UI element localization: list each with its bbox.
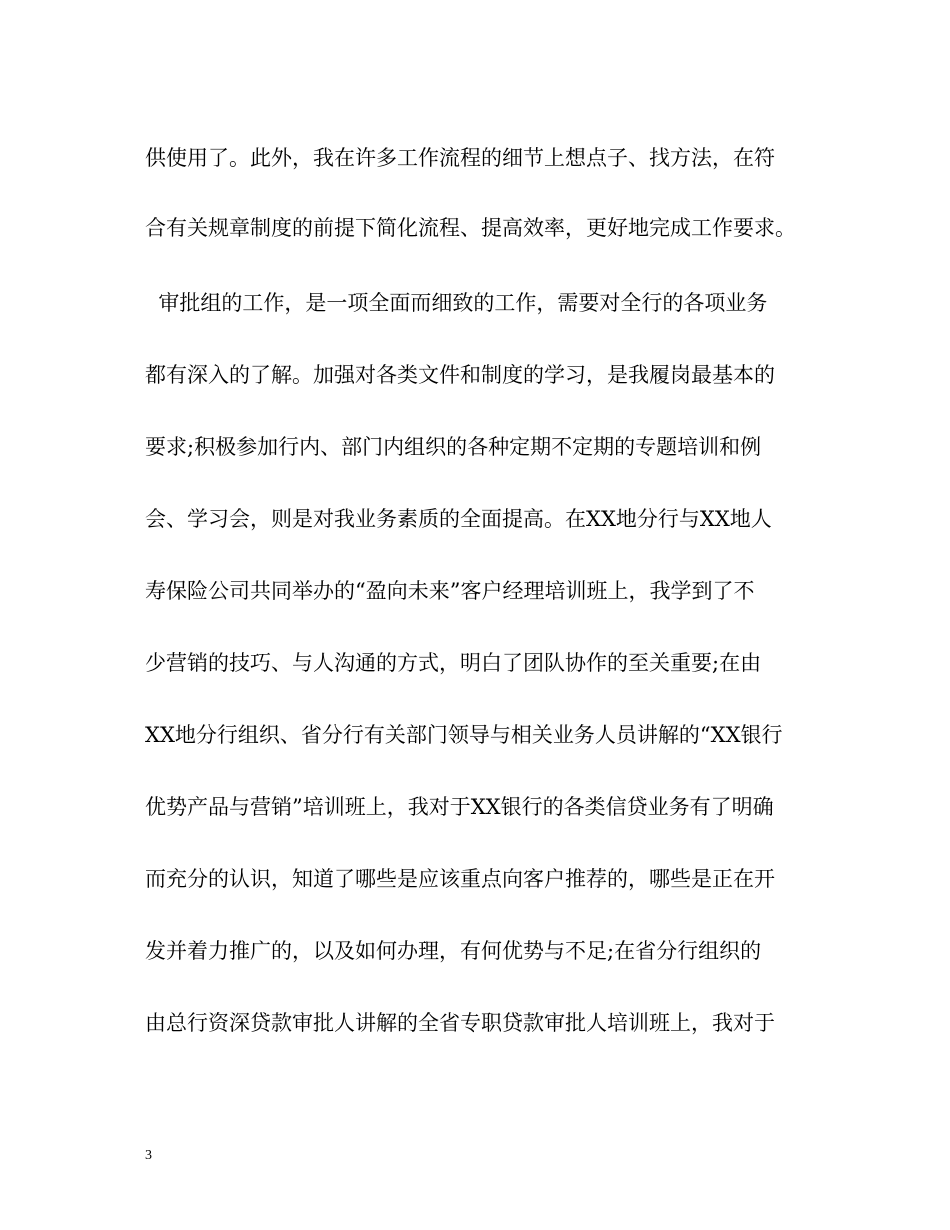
body-text-line: 供使用了。此外，我在许多工作流程的细节上想点子、找方法，在符 <box>145 146 775 170</box>
body-text-line: 合有关规章制度的前提下简化流程、提高效率，更好地完成工作要求。 <box>145 216 796 240</box>
body-text-line: 审批组的工作，是一项全面而细致的工作，需要对全行的各项业务 <box>145 291 768 315</box>
body-text-line: 要求;积极参加行内、部门内组织的各种定期不定期的专题培训和例 <box>145 435 762 459</box>
body-text-line: 少营销的技巧、与人沟通的方式，明白了团队协作的至关重要;在由 <box>145 651 762 675</box>
body-text-line: XX地分行组织、省分行有关部门领导与相关业务人员讲解的“XX银行 <box>145 723 783 747</box>
body-text-line: 都有深入的了解。加强对各类文件和制度的学习，是我履岗最基本的 <box>145 363 775 387</box>
body-text-line: 寿保险公司共同举办的“盈向未来”客户经理培训班上，我学到了不 <box>145 579 755 603</box>
body-text-line: 优势产品与营销”培训班上，我对于XX银行的各类信贷业务有了明确 <box>145 795 774 819</box>
body-text-line: 而充分的认识，知道了哪些是应该重点向客户推荐的，哪些是正在开 <box>145 867 775 891</box>
body-text-line: 由总行资深贷款审批人讲解的全省专职贷款审批人培训班上，我对于 <box>145 1011 775 1035</box>
body-text-line: 会、学习会，则是对我业务素质的全面提高。在XX地分行与XX地人 <box>145 507 772 531</box>
body-text-line: 发并着力推广的，以及如何办理，有何优势与不足;在省分行组织的 <box>145 939 762 963</box>
page-number: 3 <box>145 1148 152 1163</box>
